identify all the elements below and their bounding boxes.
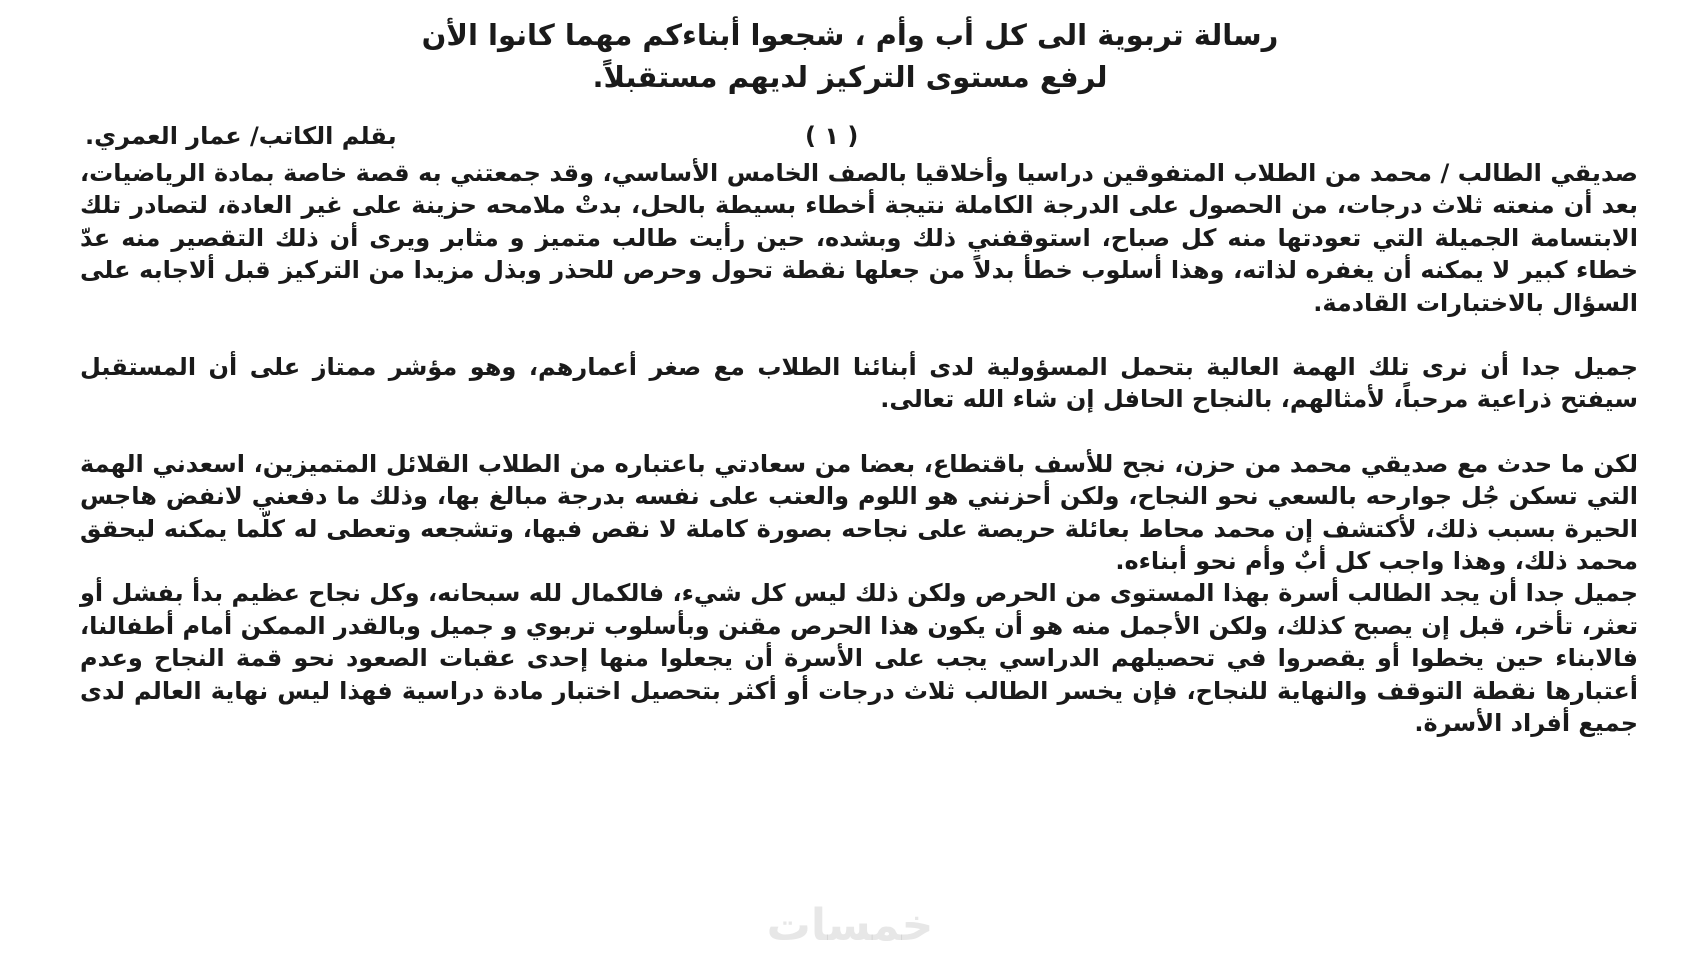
paragraph-3: لكن ما حدث مع صديقي محمد من حزن، نجح للأسف باقتطاع، بعضا من سعادتي باعتباره من الطلاب القلائل المتميزين، اسعدني الهمة التي تسكن جُل جوارحه بالسعي نحو النجاح، ولكن أحزنني هو اللوم والعتب على نفسه بدرجة مبالغ بها، وذلك ما دفعني لانفض هاجس الحيرة بسبب ذلك، لأكتشف إن محمد محاط بعائلة حريصة على نجاحه بصورة كاملة لا نقص فيها، وتشجعه وتعطى له كلّما يمكنه ليحقق محمد ذلك، وهذا واجب كل أبٌ وأم نحو أبناءه. <box>80 449 1638 576</box>
document-title-line-1: رسالة تربوية الى كل أب وأم ، شجعوا أبناءكم مهما كانوا الأن <box>421 18 1279 52</box>
section-number: ( ١ ) <box>805 122 859 150</box>
byline-row <box>85 116 1610 156</box>
watermark-logo: خمسات <box>766 900 934 951</box>
paragraph-2: جميل جدا أن نرى تلك الهمة العالية بتحمل المسؤولية لدى أبنائنا الطلاب مع صغر أعمارهم، وهو مؤشر ممتاز على أن المستقبل سيفتح ذراعية مرحباً، لأمثالهم، بالنجاح الحافل إن شاء الله تعالى. <box>80 353 1638 414</box>
document-title-line-2: لرفع مستوى التركيز لديهم مستقبلاً. <box>592 60 1108 94</box>
paragraph-1: صديقي الطالب / محمد من الطلاب المتفوقين دراسيا وأخلاقيا بالصف الخامس الأساسي، وقد جمعتني به قصة خاصة بمادة الرياضيات، بعد أن منعته ثلاث درجات، من الحصول على الدرجة الكاملة نتيجة أخطاء بسيطة بالحل، بدتْ ملامحه حزينة على غير العادة، لتصادر تلك الابتسامة الجميلة التي تعودتها منه كل صباح، استوقفني ذلك وبشده، حين رأيت طالب متميز و مثابر ويرى أن ذلك التقصير منه عدّ خطاء كبير لا يمكنه أن يغفره لذاته، وهذا أسلوب خطأ بدلاً من جعلها نقطة تحول وحرص للحذر وبذل مزيدا من التركيز قبل ألاجابه على السؤال بالاختبارات القادمة. <box>80 159 1638 317</box>
author-byline: بقلم الكاتب/ عمار العمري. <box>85 122 397 150</box>
paragraph-4: جميل جدا أن يجد الطالب أسرة بهذا المستوى من الحرص ولكن ذلك ليس كل شيء، فالكمال لله سبحانه، وكل نجاح عظيم بدأ بفشل أو تعثر، تأخر، قبل إن يصبح كذلك، ولكن الأجمل منه هو أن يكون هذا الحرص مقنن وبأسلوب تربوي و جميل وبالقدر الممكن أمام أطفالنا، فالابناء حين يخطوا أو يقصروا في تحصيلهم الدراسي يجب على الأسرة أن يجعلوا منها إحدى عقبات الصعود نحو قمة النجاح وعدم أعتبارها نقطة التوقف والنهاية للنجاح، فإن يخسر الطالب ثلاث درجات أو أكثر بتحصيل اختبار مادة دراسية فهذا ليس نهاية العالم لدى جميع أفراد الأسرة. <box>80 579 1638 738</box>
document-body <box>80 157 1638 740</box>
